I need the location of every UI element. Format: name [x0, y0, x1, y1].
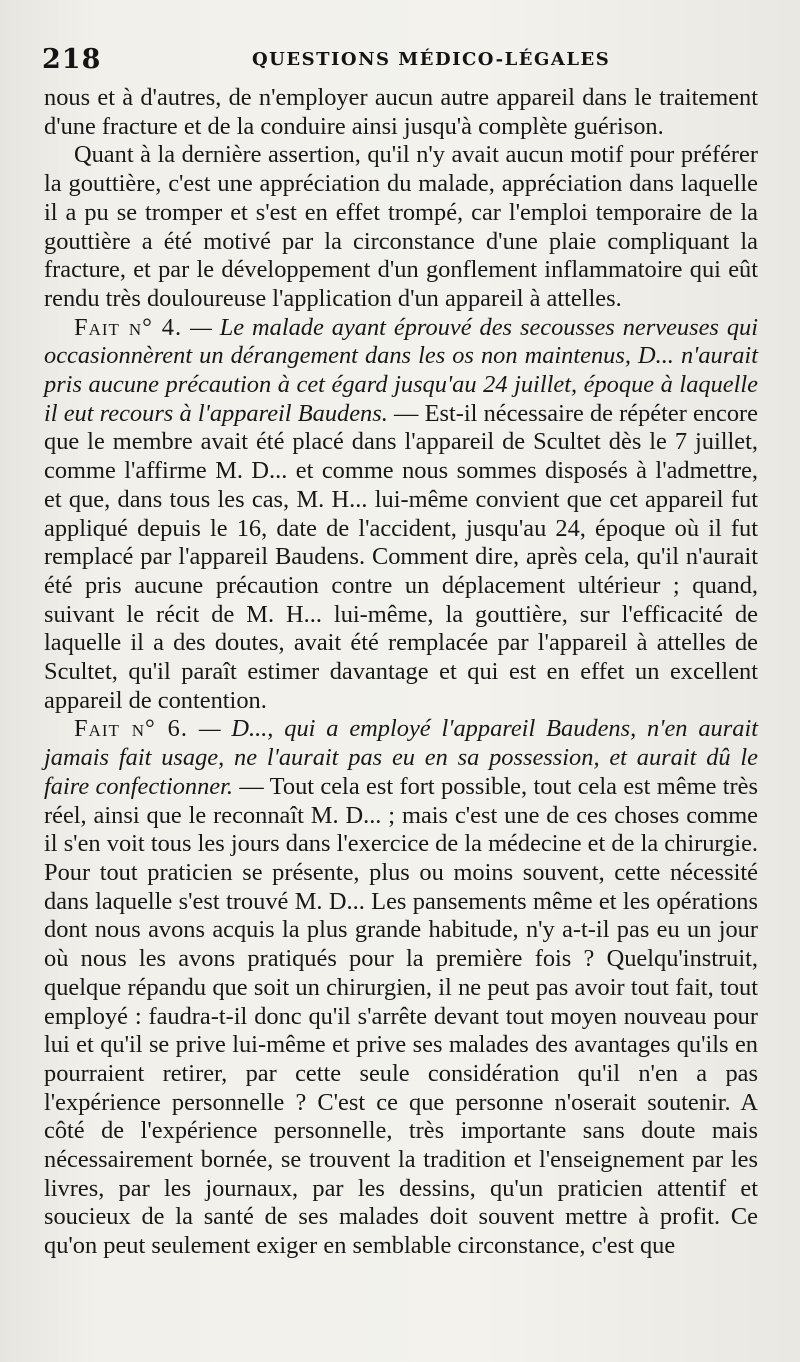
paragraph-continuation: [44, 84, 758, 141]
paragraph-text: — Est-il nécessaire de répéter encore que le membre avait été placé dans l'appareil de Scultet dès le 7 juillet, comme l'affirme M. D... et comme nous sommes disposés à l'admettre, et que, dans tous les cas, M. H... lui-même convient que cet appareil fut appliqué depuis le 16, date de l'accident, jusqu'au 24, époque où il fut remplacé par l'appareil Baudens. Comment dire, après cela, qu'il n'aurait été pris aucune précaution contre un déplacement ultérieur ; quand, suivant le récit de M. H... lui-même, la gouttière, sur l'efficacité de laquelle il a des doutes, avait été remplacée par l'appareil à attelles de Scultet, qu'il paraît estimer davantage et qui est en effet un excellent appareil de contention.: [44, 399, 758, 714]
page-number: 218: [42, 44, 102, 75]
running-title: QUESTIONS MÉDICO-LÉGALES: [252, 49, 611, 70]
body-text: [44, 84, 758, 1261]
paragraph-text: — Tout cela est fort possible, tout cela est même très réel, ainsi que le reconnaît M. D... ; mais c'est une de ces choses comme il s'en voit tous les jours dans l'exercice de la médecine et de la chirurgie. Pour tout praticien se présente, plus ou moins souvent, cette nécessité dans laquelle s'est trouvé M. D... Les pansements même et les opérations dont nous avons acquis la plus grande habitude, n'y a-t-il pas eu un jour où nous les avons pratiqués pour la première fois ? Quelqu'instruit, quelque répandu que soit un chirurgien, il ne peut pas avoir tout fait, tout employé : faudra-t-il donc qu'il s'arrête devant tout moyen nouveau pour lui et qu'il se prive lui-même et prive ses malades des avantages qu'ils en pourraient retirer, par cette seule considération qu'il n'en a pas l'expérience personnelle ? C'est ce que personne n'oserait soutenir. A côté de l'expérience personnelle, très importante sans doute mais nécessairement bornée, se trouvent la tradition et l'enseignement par les livres, par les journaux, par les dessins, qu'un praticien attentif et soucieux de la santé de ses malades doit souvent mettre à profit. Ce qu'on peut seulement exiger en semblable circonstance, c'est que: [44, 772, 758, 1260]
paragraph-text: nous et à d'autres, de n'employer aucun autre appareil dans le traitement d'une fracture et de la conduire ainsi jusqu'à complète guérison.: [44, 84, 758, 140]
paragraph-derniere-assertion: [44, 141, 758, 313]
fait-label: Fait n° 4.: [74, 313, 183, 341]
paragraph-fait-6: [44, 715, 758, 1260]
paragraph-fait-4: [44, 314, 758, 716]
fait-claim-italic: — D..., qui a employé l'appareil Baudens, n'en aurait jamais fait usage, ne l'aurait pas eu en sa possession, et aurait dû le faire confectionner.: [44, 715, 758, 800]
fait-claim-italic: — Le malade ayant éprouvé des secousses nerveuses qui occasionnèrent un dérangement dans les os non maintenus, D... n'aurait pris aucune précaution à cet égard jusqu'au 24 juillet, époque à laquelle il eut recours à l'appareil Baudens.: [44, 313, 759, 427]
fait-label: Fait n° 6.: [74, 715, 188, 743]
paragraph-text: Quant à la dernière assertion, qu'il n'y avait aucun motif pour préférer la gouttière, c'est une appréciation du malade, appréciation dans laquelle il a pu se tromper et s'est en effet trompé, car l'emploi temporaire de la gouttière a été motivé par la circonstance d'une plaie compliquant la fracture, et par le développement d'un gonflement inflammatoire qui eût rendu très douloureuse l'application d'un appareil à attelles.: [44, 141, 758, 312]
running-head: [42, 44, 762, 74]
